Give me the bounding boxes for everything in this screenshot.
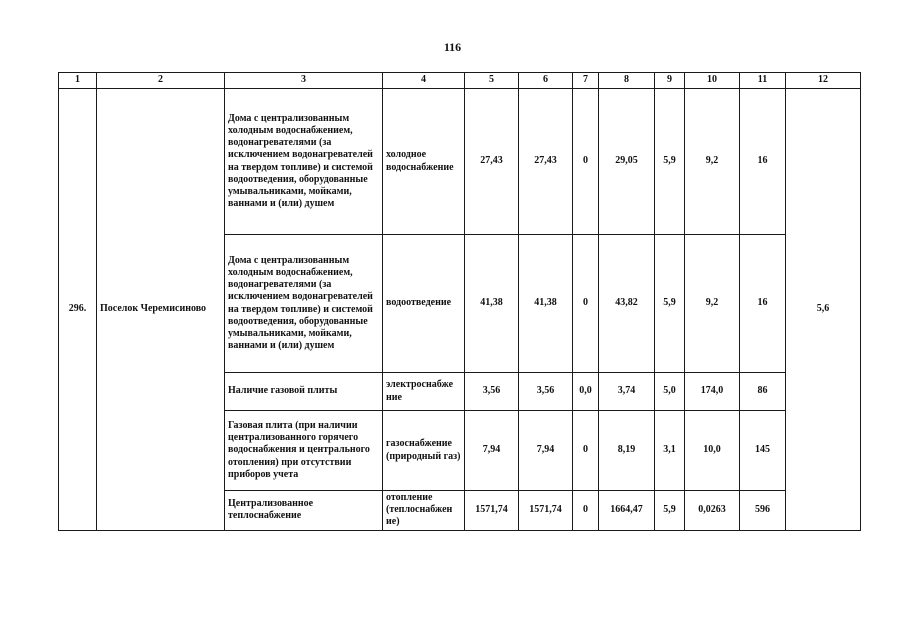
value-cell-col6: 41,38 <box>519 235 573 373</box>
value-cell-col6: 7,94 <box>519 411 573 491</box>
header-col-5: 5 <box>465 73 519 89</box>
header-col-1: 1 <box>59 73 97 89</box>
description-cell: Наличие газовой плиты <box>225 373 383 411</box>
description-cell: Дома с централизованным холодным водоснабжением, водонагревателями (за исключением водонагревателей на твердом топливе) и системой водоотведения, оборудованные умывальниками, мойками, ваннами и (или) душем <box>225 89 383 235</box>
value-cell-col10: 9,2 <box>685 235 740 373</box>
value-cell-col11: 145 <box>740 411 786 491</box>
value-cell-col5: 3,56 <box>465 373 519 411</box>
value-cell-col7: 0 <box>573 89 599 235</box>
value-cell-col9: 5,9 <box>655 89 685 235</box>
header-col-4: 4 <box>383 73 465 89</box>
value-cell-col6: 1571,74 <box>519 491 573 531</box>
value-cell-col5: 7,94 <box>465 411 519 491</box>
value-cell-col6: 3,56 <box>519 373 573 411</box>
value-cell-col9: 5,0 <box>655 373 685 411</box>
value-cell-col7: 0 <box>573 411 599 491</box>
service-cell: электроснабже ние <box>383 373 465 411</box>
value-cell-col8: 29,05 <box>599 89 655 235</box>
table-row <box>59 89 861 235</box>
value-cell-col5: 27,43 <box>465 89 519 235</box>
value-cell-col10: 174,0 <box>685 373 740 411</box>
value-cell-col9: 3,1 <box>655 411 685 491</box>
value-cell-col6: 27,43 <box>519 89 573 235</box>
header-col-3: 3 <box>225 73 383 89</box>
value-cell-col7: 0,0 <box>573 373 599 411</box>
value-cell-col9: 5,9 <box>655 235 685 373</box>
value-cell-col11: 596 <box>740 491 786 531</box>
service-cell: водоотведение <box>383 235 465 373</box>
settlement-name-cell: Поселок Черемисиново <box>97 89 225 531</box>
value-cell-col11: 86 <box>740 373 786 411</box>
description-cell: Централизованное теплоснабжение <box>225 491 383 531</box>
value-cell-col8: 1664,47 <box>599 491 655 531</box>
header-col-6: 6 <box>519 73 573 89</box>
value-cell-col5: 41,38 <box>465 235 519 373</box>
column-12-merged-cell: 5,6 <box>786 89 861 531</box>
header-col-12: 12 <box>786 73 861 89</box>
header-row <box>59 73 861 89</box>
description-cell: Газовая плита (при наличии централизованного горячего водоснабжения и центрального отопления) при отсутствии приборов учета <box>225 411 383 491</box>
header-col-9: 9 <box>655 73 685 89</box>
value-cell-col8: 8,19 <box>599 411 655 491</box>
value-cell-col10: 10,0 <box>685 411 740 491</box>
value-cell-col7: 0 <box>573 235 599 373</box>
value-cell-col5: 1571,74 <box>465 491 519 531</box>
value-cell-col9: 5,9 <box>655 491 685 531</box>
header-col-10: 10 <box>685 73 740 89</box>
tariff-table <box>58 72 861 531</box>
value-cell-col8: 43,82 <box>599 235 655 373</box>
page-number: 116 <box>443 40 462 54</box>
value-cell-col11: 16 <box>740 89 786 235</box>
value-cell-col8: 3,74 <box>599 373 655 411</box>
header-col-7: 7 <box>573 73 599 89</box>
header-col-11: 11 <box>740 73 786 89</box>
value-cell-col11: 16 <box>740 235 786 373</box>
service-cell: отопление (теплоснабжен ие) <box>383 491 465 531</box>
value-cell-col10: 9,2 <box>685 89 740 235</box>
value-cell-col10: 0,0263 <box>685 491 740 531</box>
service-cell: холодное водоснабжение <box>383 89 465 235</box>
service-cell: газоснабжение (природный газ) <box>383 411 465 491</box>
header-col-2: 2 <box>97 73 225 89</box>
row-number-cell: 296. <box>59 89 97 531</box>
header-col-8: 8 <box>599 73 655 89</box>
value-cell-col7: 0 <box>573 491 599 531</box>
description-cell: Дома с централизованным холодным водоснабжением, водонагревателями (за исключением водонагревателей на твердом топливе) и системой водоотведения, оборудованные умывальниками, мойками, ваннами и (или) душем <box>225 235 383 373</box>
